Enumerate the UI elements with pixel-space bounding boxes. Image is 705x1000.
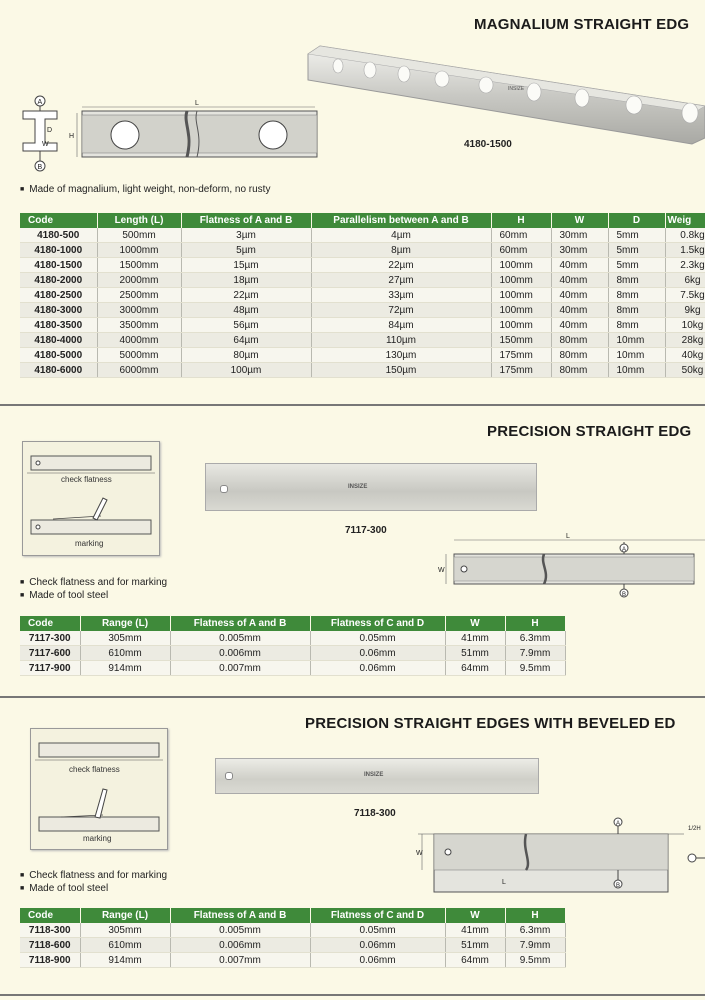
table-cell: 7.9mm — [505, 646, 565, 661]
table-cell: 0.05mm — [310, 631, 445, 646]
table-cell-code: 4180-1500 — [20, 258, 97, 273]
table-cell: 28kg — [665, 333, 705, 348]
label-h-1: H — [69, 133, 75, 140]
table-cell-code: 7117-600 — [20, 646, 80, 661]
table-cell: 40mm — [551, 273, 608, 288]
table-cell: 0.007mm — [170, 953, 310, 968]
table-cell: 64µm — [181, 333, 311, 348]
table-cell: 9.5mm — [505, 661, 565, 676]
table-cell: 10mm — [608, 333, 665, 348]
table-cell: 10mm — [608, 348, 665, 363]
table-cell: 6.3mm — [505, 631, 565, 646]
table-row — [20, 273, 705, 288]
label-l-2: L — [566, 533, 570, 540]
table-cell: 8µm — [311, 243, 491, 258]
table-cell: 5µm — [181, 243, 311, 258]
col-header: Flatness of A and B — [170, 908, 310, 923]
table-cell: 40mm — [551, 318, 608, 333]
table-cell: 40kg — [665, 348, 705, 363]
usage-label-check-flatness: check flatness — [69, 765, 120, 774]
beveled-bullet-2: ■ Made of tool steel — [20, 883, 108, 894]
table-cell: 80µm — [181, 348, 311, 363]
table-cell: 22µm — [311, 258, 491, 273]
label-a-3: A — [616, 821, 621, 827]
table-cell: 150mm — [491, 333, 551, 348]
table-cell: 3500mm — [97, 318, 181, 333]
beveled-spec-table — [20, 908, 566, 968]
table-row — [20, 318, 705, 333]
table-cell: 5mm — [608, 258, 665, 273]
table-cell: 40mm — [551, 288, 608, 303]
table-cell: 50kg — [665, 363, 705, 378]
table-cell: 9.5mm — [505, 953, 565, 968]
table-cell: 2000mm — [97, 273, 181, 288]
table-cell: 1000mm — [97, 243, 181, 258]
table-row — [20, 938, 565, 953]
label-l-1: L — [195, 100, 199, 107]
label-w-2: W — [438, 567, 445, 574]
table-cell: 2.3kg — [665, 258, 705, 273]
table-cell: 175mm — [491, 363, 551, 378]
usage-label-check-flatness: check flatness — [61, 475, 112, 484]
table-cell: 64mm — [445, 661, 505, 676]
table-cell: 80mm — [551, 333, 608, 348]
precision-table-header — [20, 616, 565, 631]
table-cell: 40mm — [551, 258, 608, 273]
table-cell: 60mm — [491, 243, 551, 258]
table-cell: 100mm — [491, 303, 551, 318]
section-title-magnalium: MAGNALIUM STRAIGHT EDG — [474, 16, 690, 33]
table-cell: 100µm — [181, 363, 311, 378]
col-header: W — [551, 213, 608, 228]
col-header: Range (L) — [80, 616, 170, 631]
table-cell: 610mm — [80, 938, 170, 953]
table-cell: 0.006mm — [170, 646, 310, 661]
table-cell: 3µm — [181, 228, 311, 243]
table-cell: 150µm — [311, 363, 491, 378]
col-header: Weig — [665, 213, 705, 228]
magnalium-straight-edge-photo — [300, 40, 705, 145]
table-cell-code: 4180-2000 — [20, 273, 97, 288]
col-header: H — [491, 213, 551, 228]
table-cell: 175mm — [491, 348, 551, 363]
beveled-straight-edge-photo — [215, 758, 539, 794]
table-cell: 30mm — [551, 228, 608, 243]
table-cell: 1500mm — [97, 258, 181, 273]
table-cell: 0.8kg — [665, 228, 705, 243]
table-cell: 0.05mm — [310, 923, 445, 938]
table-cell: 0.06mm — [310, 953, 445, 968]
table-cell: 0.005mm — [170, 923, 310, 938]
col-header: W — [445, 908, 505, 923]
table-cell-code: 7118-600 — [20, 938, 80, 953]
section-divider — [0, 404, 705, 406]
table-cell: 7.9mm — [505, 938, 565, 953]
label-b-2: B — [622, 592, 627, 598]
table-cell: 914mm — [80, 953, 170, 968]
table-row — [20, 661, 565, 676]
section-title-precision: PRECISION STRAIGHT EDG — [487, 423, 692, 440]
col-header: H — [505, 616, 565, 631]
table-cell: 0.006mm — [170, 938, 310, 953]
magnalium-technical-drawing — [15, 95, 325, 175]
label-half-h: 1/2H — [688, 826, 701, 832]
table-cell: 100mm — [491, 318, 551, 333]
table-cell-code: 4180-500 — [20, 228, 97, 243]
beveled-table-body — [20, 923, 565, 968]
magnalium-table-header — [20, 213, 705, 228]
magnalium-bullet: ■ Made of magnalium, light weight, non-deform, no rusty — [20, 184, 270, 195]
label-a-2: A — [622, 547, 627, 553]
hang-hole-icon — [225, 772, 233, 780]
table-cell: 51mm — [445, 646, 505, 661]
precision-bullet-1: ■ Check flatness and for marking — [20, 577, 167, 588]
col-header: Flatness of C and D — [310, 616, 445, 631]
table-cell: 80mm — [551, 348, 608, 363]
table-cell: 64mm — [445, 953, 505, 968]
col-header: Parallelism between A and B — [311, 213, 491, 228]
svg-text:INSIZE: INSIZE — [508, 86, 525, 92]
label-b-1: B — [37, 164, 43, 171]
table-cell: 80mm — [551, 363, 608, 378]
table-cell: 22µm — [181, 288, 311, 303]
table-cell: 0.06mm — [310, 938, 445, 953]
section-divider — [0, 994, 705, 996]
table-row — [20, 646, 565, 661]
precision-straight-edge-photo — [205, 463, 537, 511]
table-row — [20, 953, 565, 968]
table-cell: 8mm — [608, 318, 665, 333]
table-cell-code: 4180-2500 — [20, 288, 97, 303]
precision-image-caption: 7117-300 — [345, 525, 387, 536]
col-header: Flatness of C and D — [310, 908, 445, 923]
table-cell: 100mm — [491, 273, 551, 288]
table-cell: 56µm — [181, 318, 311, 333]
brand-mark: INSIZE — [364, 772, 384, 778]
table-row — [20, 303, 705, 318]
col-header: W — [445, 616, 505, 631]
table-cell: 914mm — [80, 661, 170, 676]
col-header: D — [608, 213, 665, 228]
table-cell: 8mm — [608, 273, 665, 288]
beveled-table-header — [20, 908, 565, 923]
beveled-bullet-1: ■ Check flatness and for marking — [20, 870, 167, 881]
label-l-3: L — [502, 879, 506, 886]
table-row — [20, 348, 705, 363]
usage-illustration-7118 — [30, 728, 168, 850]
table-row — [20, 243, 705, 258]
table-cell: 72µm — [311, 303, 491, 318]
table-cell: 0.06mm — [310, 646, 445, 661]
table-cell-code: 7118-300 — [20, 923, 80, 938]
label-d-1: D — [47, 127, 53, 134]
precision-spec-table — [20, 616, 566, 676]
precision-technical-drawing — [436, 530, 705, 600]
section-divider — [0, 696, 705, 698]
table-cell: 8mm — [608, 303, 665, 318]
table-cell-code: 4180-1000 — [20, 243, 97, 258]
table-cell: 7.5kg — [665, 288, 705, 303]
col-header: Code — [20, 213, 97, 228]
table-cell: 30mm — [551, 243, 608, 258]
table-cell: 0.005mm — [170, 631, 310, 646]
table-cell: 51mm — [445, 938, 505, 953]
table-cell: 6kg — [665, 273, 705, 288]
col-header: Code — [20, 908, 80, 923]
table-row — [20, 288, 705, 303]
table-row — [20, 923, 565, 938]
table-row — [20, 228, 705, 243]
table-cell: 10kg — [665, 318, 705, 333]
table-cell-code: 4180-3000 — [20, 303, 97, 318]
table-cell: 0.007mm — [170, 661, 310, 676]
beveled-image-caption: 7118-300 — [354, 808, 396, 819]
table-row — [20, 258, 705, 273]
table-cell: 10mm — [608, 363, 665, 378]
table-cell: 8mm — [608, 288, 665, 303]
label-b-3: B — [616, 883, 621, 889]
table-cell: 27µm — [311, 273, 491, 288]
col-header: Flatness of A and B — [181, 213, 311, 228]
table-cell: 60mm — [491, 228, 551, 243]
table-cell-code: 7117-300 — [20, 631, 80, 646]
beveled-technical-drawing — [414, 812, 705, 896]
table-cell: 3000mm — [97, 303, 181, 318]
table-cell: 4µm — [311, 228, 491, 243]
table-cell: 84µm — [311, 318, 491, 333]
table-row — [20, 631, 565, 646]
col-header: Flatness of A and B — [170, 616, 310, 631]
table-cell-code: 7117-900 — [20, 661, 80, 676]
hang-hole-icon — [220, 485, 228, 493]
table-cell: 48µm — [181, 303, 311, 318]
table-cell: 130µm — [311, 348, 491, 363]
label-w-1: W — [42, 141, 49, 148]
table-cell: 6000mm — [97, 363, 181, 378]
col-header: H — [505, 908, 565, 923]
magnalium-spec-table — [20, 213, 705, 378]
table-cell: 305mm — [80, 923, 170, 938]
table-cell: 0.06mm — [310, 661, 445, 676]
table-cell: 41mm — [445, 631, 505, 646]
precision-table-body — [20, 631, 565, 676]
precision-bullet-2: ■ Made of tool steel — [20, 590, 108, 601]
table-row — [20, 363, 705, 378]
table-cell: 5000mm — [97, 348, 181, 363]
table-cell: 5mm — [608, 243, 665, 258]
table-cell: 500mm — [97, 228, 181, 243]
table-cell-code: 7118-900 — [20, 953, 80, 968]
label-w-3: W — [416, 850, 423, 857]
table-cell: 610mm — [80, 646, 170, 661]
usage-label-marking: marking — [83, 834, 112, 843]
table-cell-code: 4180-3500 — [20, 318, 97, 333]
table-cell: 2500mm — [97, 288, 181, 303]
table-cell: 40mm — [551, 303, 608, 318]
usage-label-marking: marking — [75, 539, 104, 548]
col-header: Range (L) — [80, 908, 170, 923]
magnalium-table-body — [20, 228, 705, 378]
table-cell: 33µm — [311, 288, 491, 303]
section-title-beveled: PRECISION STRAIGHT EDGES WITH BEVELED ED — [305, 715, 676, 732]
table-cell-code: 4180-5000 — [20, 348, 97, 363]
table-row — [20, 333, 705, 348]
table-cell: 4000mm — [97, 333, 181, 348]
magnalium-image-caption: 4180-1500 — [464, 139, 512, 150]
table-cell: 9kg — [665, 303, 705, 318]
table-cell: 1.5kg — [665, 243, 705, 258]
table-cell: 41mm — [445, 923, 505, 938]
table-cell-code: 4180-6000 — [20, 363, 97, 378]
table-cell: 100mm — [491, 288, 551, 303]
table-cell: 100mm — [491, 258, 551, 273]
usage-illustration-7117 — [22, 441, 160, 556]
table-cell-code: 4180-4000 — [20, 333, 97, 348]
table-cell: 305mm — [80, 631, 170, 646]
table-cell: 15µm — [181, 258, 311, 273]
col-header: Code — [20, 616, 80, 631]
table-cell: 110µm — [311, 333, 491, 348]
table-cell: 6.3mm — [505, 923, 565, 938]
brand-mark: INSIZE — [348, 484, 368, 490]
label-a-1: A — [37, 99, 43, 106]
table-cell: 5mm — [608, 228, 665, 243]
col-header: Length (L) — [97, 213, 181, 228]
table-cell: 18µm — [181, 273, 311, 288]
